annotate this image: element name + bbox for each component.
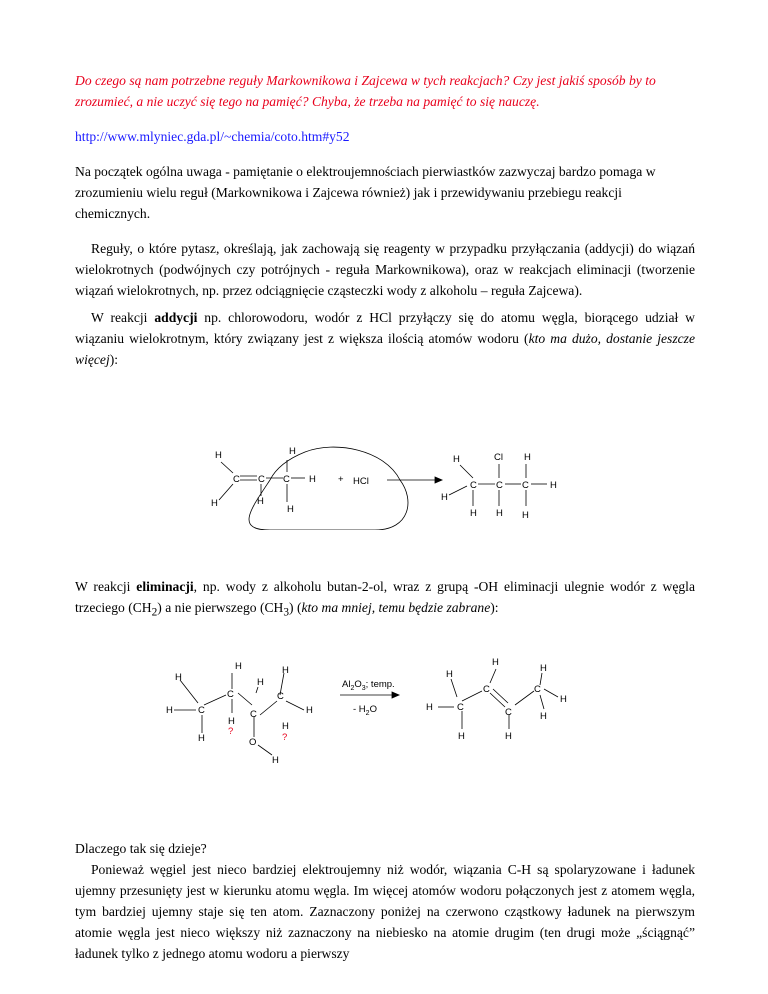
elimination-paragraph: W reakcji eliminacji, np. wody z alkoholu butan-2-ol, wraz z grupą -OH eliminacji ulegnie wodór z węgla trzeciego $(CH_2)$ a nie pierwszego $(CH_3)$ (kto ma mniej, temu będzie zabrane): xyxy=(75,579,695,619)
atom-c: C xyxy=(258,474,265,485)
plus-sign: + xyxy=(338,474,344,485)
atom-h: H xyxy=(257,496,264,507)
question-mark: ? xyxy=(228,726,234,737)
atom-c: C xyxy=(505,707,512,718)
atom-h: H xyxy=(560,694,567,705)
atom-c: C xyxy=(227,689,234,700)
atom-c: C xyxy=(457,702,464,713)
atom-h: H xyxy=(540,663,547,674)
atom-h: H xyxy=(289,446,296,457)
atom-h: H xyxy=(287,504,294,515)
why-question: Dlaczego tak się dzieje? xyxy=(75,840,207,856)
elimination-reaction-scheme xyxy=(160,655,580,765)
atom-cl: Cl xyxy=(494,452,503,463)
atom-h: H xyxy=(282,721,289,732)
atom-h: H xyxy=(272,755,279,765)
atom-h: H xyxy=(166,705,173,716)
atom-c: C xyxy=(470,480,477,491)
atom-h: H xyxy=(496,508,503,519)
question-mark: ? xyxy=(282,732,288,743)
atom-c: C xyxy=(277,691,284,702)
atom-h: H xyxy=(228,716,235,727)
rules-paragraph: Reguły, o które pytasz, określają, jak zachowają się reagenty w przypadku przyłączania (addycji) do wiązań wielokrotnych (podwójnych czy potrójnych - reguła Markownikowa), oraz w reakcjach eliminacji (tworzenie wiązań wielokrotnych, np. przez odciągnięcie cząsteczki wody z alkoholu – reguła Zajcewa). xyxy=(75,241,695,298)
atom-h: H xyxy=(426,702,433,713)
atom-h: H xyxy=(198,733,205,744)
atom-c: C xyxy=(522,480,529,491)
atom-h: H xyxy=(458,731,465,742)
atom-h: H xyxy=(282,665,289,676)
atom-h: H xyxy=(550,480,557,491)
atom-h: H xyxy=(441,492,448,503)
atom-h: H xyxy=(215,450,222,461)
atom-h: H xyxy=(306,705,313,716)
why-answer-paragraph: Ponieważ węgiel jest nieco bardziej elektroujemny niż wodór, wiązania C-H są spolaryzowane i ładunek ujemny przesunięty jest w kierunku atomu węgla. Im więcej atomów wodoru połączonych jest z atomem węgla, tym bardziej ujemny staje się ten atom. Zaznaczony poniżej na czerwono cząstkowy ładunek na pierwszym atomie węgla jest nieco większy niż zaznaczony na niebiesko na atomie drugim (ten drugi może „ściągnąć” ładunek tylko z jednego atomu wodoru a pierwszy xyxy=(75,861,695,961)
atom-h: H xyxy=(257,677,264,688)
atom-h: H xyxy=(309,474,316,485)
atom-c: C xyxy=(496,480,503,491)
atom-h: H xyxy=(175,672,182,683)
atom-c: C xyxy=(233,474,240,485)
question-text: Do czego są nam potrzebne reguły Markownikowa i Zajcewa w tych reakcjach? Czy jest jakiś sposób by to zrozumieć, a nie uczyć się tego na pamięć? Chyba, że trzeba na pamięć to się nauczę. xyxy=(75,73,656,109)
atom-h: H xyxy=(470,508,477,519)
atom-c: C xyxy=(483,684,490,695)
atom-c: C xyxy=(283,474,290,485)
reaction-conditions: $Al_2O_3$; temp. xyxy=(342,679,395,692)
intro-paragraph: Na początek ogólna uwaga - pamiętanie o elektroujemnościach pierwiastków zazwyczaj bardzo pomaga w zrozumieniu wielu reguł (Markownikowa i Zajcewa również) jak i przewidywaniu przebiegu reakcji chemicznych. xyxy=(75,164,656,221)
atom-h: H xyxy=(446,669,453,680)
atom-h: H xyxy=(540,711,547,722)
water-removed: - $H_2O$ xyxy=(353,704,377,717)
atom-h: H xyxy=(235,661,242,672)
atom-h: H xyxy=(505,731,512,742)
atom-o: O xyxy=(249,737,257,748)
atom-c: C xyxy=(198,705,205,716)
atom-h: H xyxy=(453,454,460,465)
atom-h: H xyxy=(211,498,218,509)
addition-reaction-scheme xyxy=(195,440,585,530)
atom-h: H xyxy=(522,510,529,521)
reagent-hcl: HCl xyxy=(353,476,369,487)
atom-c: C xyxy=(534,684,541,695)
atom-c: C xyxy=(250,709,257,720)
source-link[interactable]: http://www.mlyniec.gda.pl/~chemia/coto.htm#y52 xyxy=(75,129,350,144)
atom-h: H xyxy=(524,452,531,463)
atom-h: H xyxy=(492,657,499,668)
addition-paragraph: W reakcji addycji np. chlorowodoru, wodór z HCl przyłączy się do atomu węgla, biorącego udział w wiązaniu wielokrotnym, który związany jest z większa ilością atomów wodoru (kto ma dużo, dostanie jeszcze więcej): xyxy=(75,310,695,367)
